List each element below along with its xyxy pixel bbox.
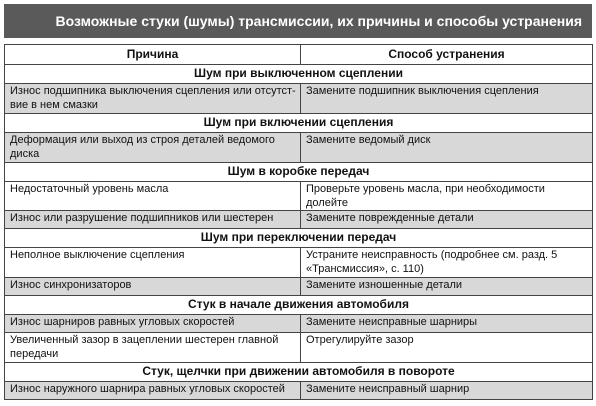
column-header-remedy: Способ устранения: [301, 45, 593, 65]
section-heading: Шум в коробке передач: [5, 163, 593, 182]
section-heading-row: [5, 229, 593, 248]
column-header-cause: Причина: [5, 45, 301, 65]
table-row: [5, 84, 593, 114]
section-heading-row: [5, 114, 593, 133]
table-row: [5, 211, 593, 229]
table-title: Возможные стуки (шумы) трансмиссии, их причины и способы устранения: [4, 4, 592, 38]
table-row: [5, 133, 593, 163]
remedy-cell: Отрегулируйте зазор: [301, 333, 593, 363]
remedy-cell: Замените подшипник выключения сцепления: [301, 84, 593, 114]
cause-cell: Износ подшипника выключения сцепления или отсутствие в нем смазки: [5, 84, 301, 114]
table-row: [5, 333, 593, 363]
table-row: [5, 182, 593, 211]
cause-cell: Износ наружного шарнира равных угловых скоростей: [5, 382, 301, 400]
cause-cell: Износ шарниров равных угловых скоростей: [5, 315, 301, 333]
section-heading: Шум при переключении передач: [5, 229, 593, 248]
remedy-cell: Замените изношенные детали: [301, 278, 593, 296]
section-heading: Шум при выключенном сцеплении: [5, 65, 593, 84]
cause-cell: Увеличенный зазор в зацеплении шестерен главной передачи: [5, 333, 301, 363]
cause-cell: Износ или разрушение подшипников или шестерен: [5, 211, 301, 229]
troubleshooting-table: [4, 44, 593, 400]
section-heading-row: [5, 65, 593, 84]
section-heading-row: [5, 296, 593, 315]
section-heading: Стук, щелчки при движении автомобиля в повороте: [5, 363, 593, 382]
cause-cell: Износ синхронизаторов: [5, 278, 301, 296]
table-row: [5, 278, 593, 296]
section-heading-row: [5, 363, 593, 382]
section-heading: Стук в начале движения автомобиля: [5, 296, 593, 315]
table-row: [5, 248, 593, 278]
cause-cell: Недостаточный уровень масла: [5, 182, 301, 211]
remedy-cell: Замените неисправные шарниры: [301, 315, 593, 333]
section-heading-row: [5, 163, 593, 182]
table-row: [5, 382, 593, 400]
remedy-cell: Проверьте уровень масла, при необходимости долейте: [301, 182, 593, 211]
remedy-cell: Замените неисправный шарнир: [301, 382, 593, 400]
section-heading: Шум при включении сцепления: [5, 114, 593, 133]
cause-cell: Деформация или выход из строя деталей ведомого диска: [5, 133, 301, 163]
remedy-cell: Устраните неисправность (подробнее см. разд. 5 «Трансмиссия», с. 110): [301, 248, 593, 278]
table-row: [5, 315, 593, 333]
column-header-row: [5, 45, 593, 65]
cause-cell: Неполное выключение сцепления: [5, 248, 301, 278]
remedy-cell: Замените ведомый диск: [301, 133, 593, 163]
remedy-cell: Замените поврежденные детали: [301, 211, 593, 229]
